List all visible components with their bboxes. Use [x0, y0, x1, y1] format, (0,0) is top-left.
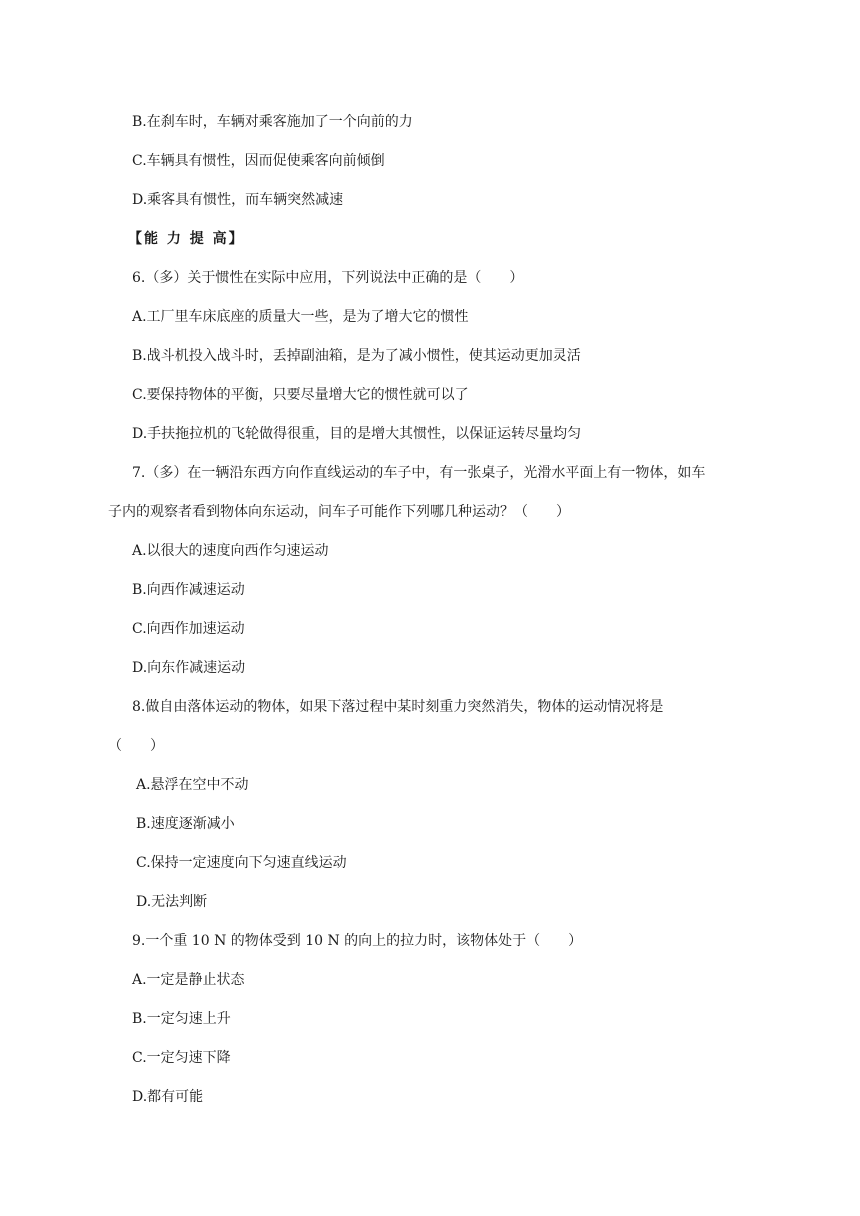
q7-stem-line2: 子内的观察者看到物体向东运动，问车子可能作下列哪几种运动？（ ）	[108, 504, 570, 520]
q7-option-a: A.以很大的速度向西作匀速运动	[132, 543, 329, 559]
prev-option-d: D.乘客具有惯性，而车辆突然减速	[132, 192, 344, 208]
q6-option-b: B.战斗机投入战斗时，丢掉副油箱，是为了减小惯性，使其运动更加灵活	[132, 348, 581, 364]
q6-option-a: A.工厂里车床底座的质量大一些，是为了增大它的惯性	[132, 309, 469, 325]
q7-option-c: C.向西作加速运动	[132, 621, 245, 637]
q7-option-d: D.向东作减速运动	[132, 660, 246, 676]
q9-option-b: B.一定匀速上升	[132, 1011, 231, 1027]
q8-stem-line1: 8.做自由落体运动的物体，如果下落过程中某时刻重力突然消失，物体的运动情况将是	[132, 699, 664, 715]
q9-option-a: A.一定是静止状态	[132, 972, 245, 988]
prev-option-b: B.在刹车时，车辆对乘客施加了一个向前的力	[132, 114, 413, 130]
q7-stem-line1: 7.（多）在一辆沿东西方向作直线运动的车子中，有一张桌子，光滑水平面上有一物体，如车	[132, 465, 706, 481]
prev-option-c: C.车辆具有惯性，因而促使乘客向前倾倒	[132, 153, 385, 169]
q8-option-b: B.速度逐渐减小	[136, 816, 235, 832]
section-heading: 【能 力 提 高】	[128, 231, 245, 247]
q6-option-d: D.手扶拖拉机的飞轮做得很重，目的是增大其惯性，以保证运转尽量均匀	[132, 426, 582, 442]
q8-stem-line2: （ ）	[108, 738, 164, 754]
q9-stem: 9.一个重 10 N 的物体受到 10 N 的向上的拉力时，该物体处于（ ）	[132, 933, 583, 949]
q8-option-c: C.保持一定速度向下匀速直线运动	[136, 855, 347, 871]
q8-option-a: A.悬浮在空中不动	[136, 777, 249, 793]
q8-option-d: D.无法判断	[136, 894, 208, 910]
q9-option-d: D.都有可能	[132, 1089, 204, 1105]
q6-option-c: C.要保持物体的平衡，只要尽量增大它的惯性就可以了	[132, 387, 469, 403]
q7-option-b: B.向西作减速运动	[132, 582, 245, 598]
q6-stem: 6.（多）关于惯性在实际中应用，下列说法中正确的是（ ）	[132, 270, 524, 286]
q9-option-c: C.一定匀速下降	[132, 1050, 231, 1066]
